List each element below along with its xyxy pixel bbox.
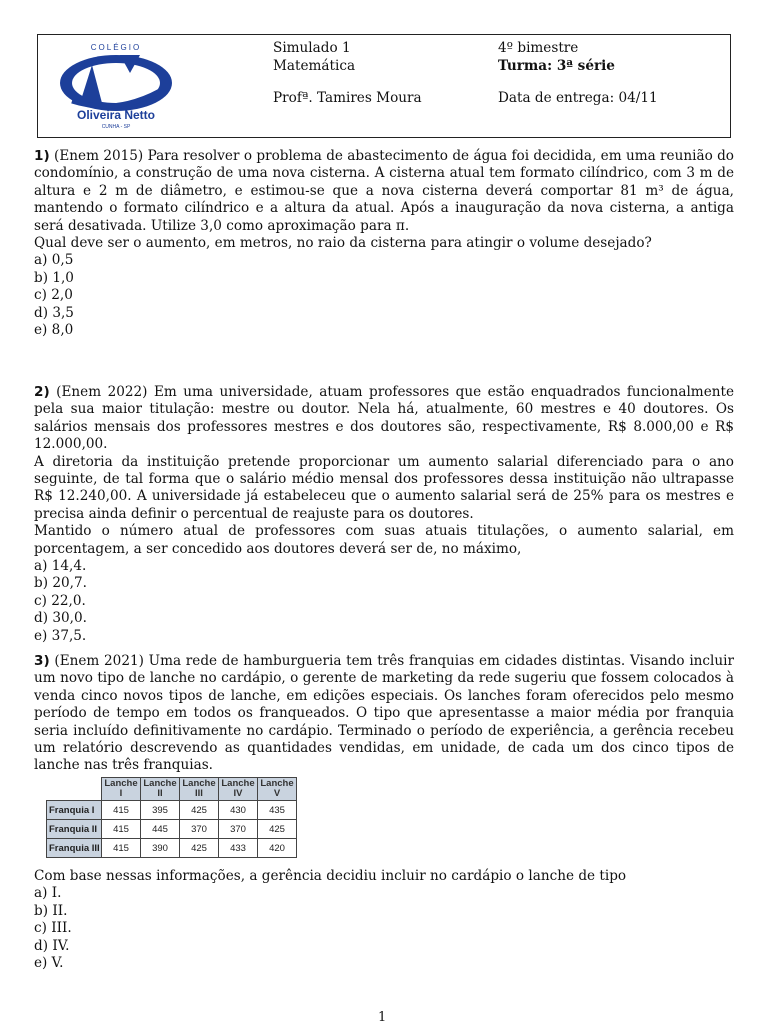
table-column-header: Lanche I: [102, 778, 141, 801]
due-date: Data de entrega: 04/11: [498, 90, 658, 106]
table-corner: [47, 778, 102, 801]
table-cell: 390: [141, 839, 180, 858]
table-column-header: Lanche II: [141, 778, 180, 801]
question-3-prompt-block: [34, 868, 734, 972]
option: b) 1,0: [34, 269, 74, 286]
option: e) 8,0: [34, 322, 74, 339]
option: d) 30,0.: [34, 610, 87, 627]
table-cell: 420: [258, 839, 297, 858]
option: a) 0,5: [34, 252, 74, 269]
table-cell: 435: [258, 801, 297, 820]
exam-title: Simulado 1: [273, 40, 351, 56]
table-header-row: [47, 778, 297, 801]
option: a) 14,4.: [34, 558, 87, 575]
logo-top-text: COLÉGIO: [90, 43, 142, 52]
table-row-header: Franquia II: [47, 820, 102, 839]
option: c) III.: [34, 920, 72, 937]
table-cell: 370: [219, 820, 258, 839]
table-row: [47, 801, 297, 820]
table-row-header: Franquia III: [47, 839, 102, 858]
question-3: [34, 653, 734, 775]
question-2: [34, 384, 734, 645]
table-cell: 445: [141, 820, 180, 839]
header-box: [37, 34, 731, 138]
logo-city: CUNHA - SP: [101, 124, 131, 130]
question-3-text: 3) (Enem 2021) Uma rede de hamburgueria tem três franquias em cidades distintas. Visando incluir um novo tipo de lanche no cardápio, o gerente de marketing da rede sugeriu que fossem colocados à venda cinco novos tipos de lanche, em edições especiais. Os lanches foram oferecidos pelo mesmo período de tempo em todos os franqueados. O tipo que apresentasse a maior média por franquia seria incluído definitivamente no cardápio. Terminado o período de experiência, a gerência recebeu um relatório descrevendo as quantidades vendidas, em unidade, de cada um dos cinco tipos de lanche nas três franquias.: [34, 653, 734, 774]
table-cell: 430: [219, 801, 258, 820]
header-col-subject: [273, 39, 422, 107]
option: c) 2,0: [34, 287, 73, 304]
question-3-prompt: Com base nessas informações, a gerência decidiu incluir no cardápio o lanche de tipo: [34, 868, 627, 884]
question-1-text: 1) (Enem 2015) Para resolver o problema de abastecimento de água foi decidida, em uma reunião do condomínio, a construção de uma nova cisterna. A cisterna atual tem formato cilíndrico, com 3 m de altura e 2 m de diâmetro, e estimou-se que a nova cisterna deverá comportar 81 m³ de água, mantendo o formato cilíndrico e a altura da atual. Após a inauguração da nova cisterna, a antiga será desativada. Utilize 3,0 como aproximação para π.: [34, 148, 734, 234]
subject: Matemática: [273, 58, 356, 74]
option: e) 37,5.: [34, 627, 87, 644]
table-cell: 425: [180, 801, 219, 820]
option: b) 20,7.: [34, 575, 87, 592]
table-column-header: Lanche III: [180, 778, 219, 801]
table-row: [47, 820, 297, 839]
header-col-class: [498, 39, 658, 107]
option: a) I.: [34, 885, 62, 902]
option: b) II.: [34, 902, 68, 919]
table-row-header: Franquia I: [47, 801, 102, 820]
table-cell: 415: [102, 801, 141, 820]
sales-table: [46, 777, 297, 858]
option: e) V.: [34, 955, 64, 972]
table-cell: 425: [258, 820, 297, 839]
table-cell: 415: [102, 820, 141, 839]
table-cell: 370: [180, 820, 219, 839]
page-number: 1: [378, 1010, 387, 1025]
table-cell: 425: [180, 839, 219, 858]
question-2-text-2: A diretoria da instituição pretende proporcionar um aumento salarial diferenciado para o ano seguinte, de tal forma que o salário médio mensal dos professores dessa instituição não ultrapasse R$ 12.240,00. A universidade já estabeleceu que o aumento salarial será de 25% para os mestres e precisa ainda definir o percentual de reajuste para os doutores.: [34, 453, 734, 522]
table-row: [47, 839, 297, 858]
table-column-header: Lanche IV: [219, 778, 258, 801]
option: d) 3,5: [34, 304, 74, 321]
table-column-header: Lanche V: [258, 778, 297, 801]
bimester: 4º bimestre: [498, 40, 579, 56]
logo-name: Oliveira Netto: [76, 108, 156, 122]
teacher: Profª. Tamires Moura: [273, 90, 422, 106]
table-cell: 433: [219, 839, 258, 858]
option: c) 22,0.: [34, 592, 86, 609]
school-logo: [50, 41, 182, 131]
question-1-prompt: Qual deve ser o aumento, em metros, no raio da cisterna para atingir o volume desejado?: [34, 235, 652, 252]
question-2-prompt: Mantido o número atual de professores com suas atuais titulações, o aumento salarial, em porcentagem, a ser concedido aos doutores deverá ser de, no máximo,: [34, 523, 734, 557]
table-cell: 395: [141, 801, 180, 820]
class-group: Turma: 3ª série: [498, 58, 615, 74]
table-cell: 415: [102, 839, 141, 858]
option: d) IV.: [34, 937, 70, 954]
question-1: [34, 148, 734, 339]
question-2-text: 2) (Enem 2022) Em uma universidade, atuam professores que estão enquadrados funcionalmente pela sua maior titulação: mestre ou doutor. Nela há, atualmente, 60 mestres e 40 doutores. Os salários mensais dos professores mestres e dos doutores são, respectivamente, R$ 8.000,00 e R$ 12.000,00.: [34, 384, 734, 453]
